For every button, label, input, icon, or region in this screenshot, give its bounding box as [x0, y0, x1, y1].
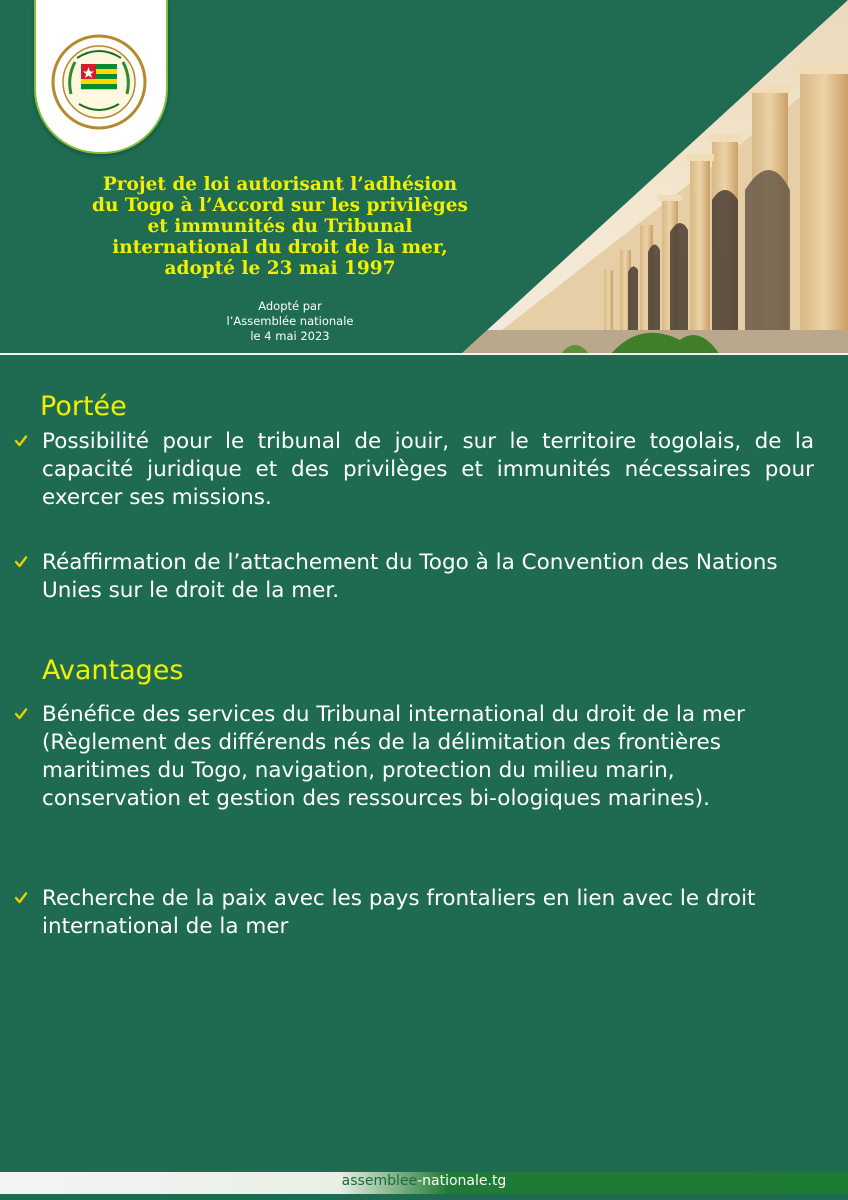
- list-item-text: Possibilité pour le tribunal de jouir, sur le territoire togolais, de la capacité juridique et des privilèges et immunités nécessaires pour exercer ses missions.: [42, 429, 814, 510]
- portee-heading: Portée: [40, 391, 127, 422]
- avantages-heading: Avantages: [42, 655, 184, 686]
- website-link[interactable]: [0, 1173, 848, 1189]
- list-item-text: Recherche de la paix avec les pays frontaliers en lien avec le droit international de la mer: [42, 886, 756, 939]
- national-assembly-emblem-icon: [49, 32, 149, 132]
- logo-badge: [34, 0, 168, 154]
- list-item: [14, 549, 814, 605]
- website-link-part2: -nationale.tg: [417, 1173, 507, 1189]
- header-divider: [0, 353, 848, 355]
- list-item: [14, 885, 814, 941]
- check-icon: [14, 434, 28, 448]
- check-icon: [14, 707, 28, 721]
- footer: [0, 1158, 848, 1200]
- adoption-note: Adopté par l’Assemblée nationale le 4 mai 2023: [226, 299, 354, 343]
- check-icon: [14, 555, 28, 569]
- website-link-part1: assemblee: [341, 1173, 418, 1189]
- list-item-text: Réaffirmation de l’attachement du Togo à la Convention des Nations Unies sur le droit de la mer.: [42, 550, 778, 603]
- check-icon: [14, 891, 28, 905]
- list-item-text: Bénéfice des services du Tribunal international du droit de la mer (Règlement des différends nés de la délimitation des frontières maritimes du Togo, navigation, protection du milieu marin, conservation et gestion des ressources bi-ologiques marines).: [42, 702, 745, 811]
- list-item: [14, 428, 814, 512]
- list-item: [14, 701, 814, 813]
- document-title: Projet de loi autorisant l’adhésion du Togo à l’Accord sur les privilèges et immunités du Tribunal international du droit de la mer, adopté le 23 mai 1997: [92, 174, 468, 279]
